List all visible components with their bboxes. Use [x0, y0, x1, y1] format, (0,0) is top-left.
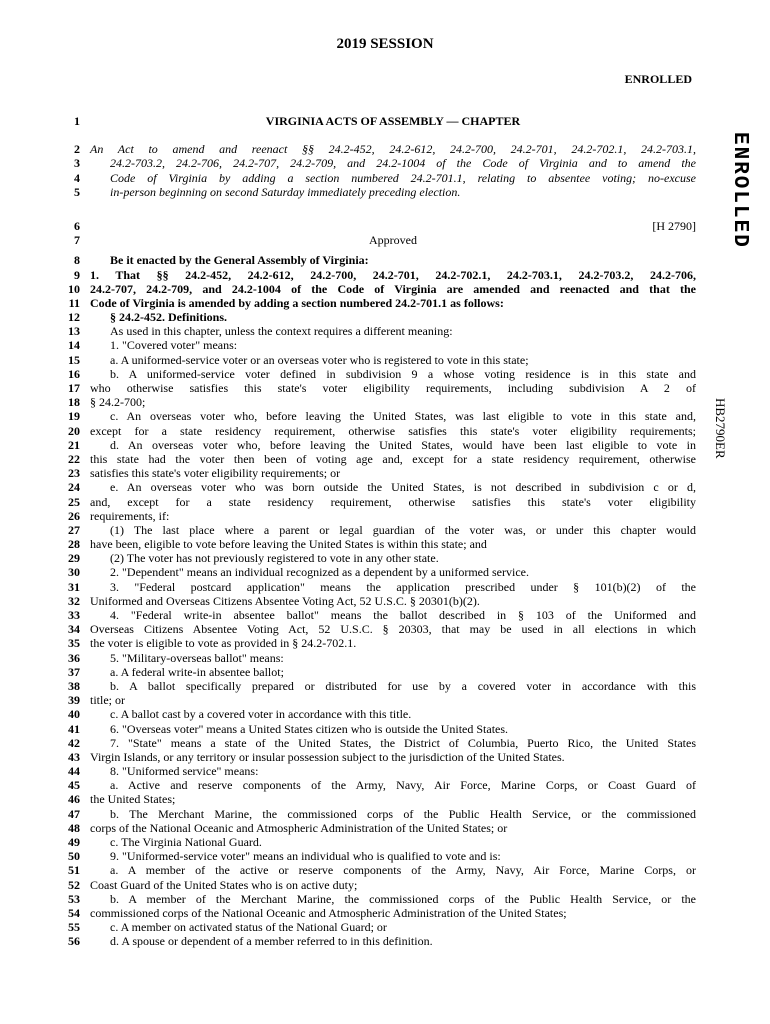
line-number: 35 [68, 636, 80, 651]
line-number: 21 [68, 437, 80, 452]
document-line [60, 764, 696, 778]
line-text: c. The Virginia National Guard. [110, 835, 262, 849]
line-text: c. An overseas voter who, before leaving the United States, was last eligible to vote in this state and, [110, 409, 696, 424]
line-text: Code of Virginia by adding a section numbered 24.2-701.1, relating to absentee voting; no-excuse [110, 170, 696, 185]
document-line [60, 353, 696, 367]
line-text: a. A member of the active or reserve components of the Army, Navy, Air Force, Marine Corps, or [110, 863, 696, 878]
document-line [60, 849, 696, 863]
document-line [60, 651, 696, 665]
line-number: 3 [74, 156, 80, 171]
document-line [60, 409, 696, 423]
line-text: 4. "Federal write-in absentee ballot" means the ballot described in § 103 of the Uniformed and [110, 608, 696, 622]
line-number: 31 [68, 579, 80, 594]
line-text: this state had the voter then been of voting age and, except for a state residency requirement, otherwise [90, 451, 696, 466]
line-text: Code of Virginia is amended by adding a section numbered 24.2-701.1 as follows: [90, 295, 504, 310]
line-number: 6 [74, 218, 80, 233]
line-number: 16 [68, 366, 80, 381]
document-line [60, 381, 696, 395]
line-text: (2) The voter has not previously registered to vote in any other state. [110, 551, 439, 566]
document-line [60, 171, 696, 185]
line-number: 14 [68, 338, 80, 353]
line-text: 9. "Uniformed-service voter" means an individual who is qualified to vote and is: [110, 849, 501, 864]
document-line [60, 185, 696, 199]
line-number: 32 [68, 593, 80, 608]
side-enrolled-label: ENROLLED [728, 132, 751, 249]
line-text: requirements, if: [90, 508, 170, 523]
document-line [60, 693, 696, 707]
line-number: 10 [68, 281, 80, 296]
line-text: 8. "Uniformed service" means: [110, 764, 259, 779]
line-text: 6. "Overseas voter" means a United States citizen who is outside the United States. [110, 721, 509, 736]
line-text: d. A spouse or dependent of a member referred to in this definition. [110, 934, 433, 949]
document-line [60, 338, 696, 352]
document-line [60, 537, 696, 551]
line-number: 12 [68, 310, 80, 325]
line-number: 11 [68, 295, 80, 310]
line-text: (1) The last place where a parent or legal guardian of the voter was, or under this chapter would [110, 522, 696, 537]
line-number: 7 [74, 233, 80, 248]
line-text: 1. That §§ 24.2-452, 24.2-612, 24.2-700, 24.2-701, 24.2-702.1, 24.2-703.1, 24.2-703.2, 24.2-706, [90, 267, 696, 282]
line-text: As used in this chapter, unless the context requires a different meaning: [110, 324, 453, 339]
enrolled-status: ENROLLED [624, 72, 692, 86]
document-line [60, 233, 696, 247]
line-number: 41 [68, 721, 80, 736]
line-number: 15 [68, 352, 80, 367]
document-body [60, 114, 696, 949]
line-text: 5. "Military-overseas ballot" means: [110, 650, 284, 665]
line-number: 29 [68, 551, 80, 566]
line-text: b. A uniformed-service voter defined in subdivision 9 a whose voting residence is in this state and [110, 366, 696, 381]
document-line [60, 920, 696, 934]
document-line [60, 480, 696, 494]
line-number: 48 [68, 820, 80, 835]
document-line [60, 636, 696, 650]
line-number: 19 [68, 409, 80, 424]
document-line [60, 509, 696, 523]
line-text: b. A member of the Merchant Marine, the commissioned corps of the Public Health Service, or the [110, 891, 696, 906]
line-number: 46 [68, 792, 80, 807]
line-number: 42 [68, 735, 80, 750]
line-number: 36 [68, 650, 80, 665]
line-number: 52 [68, 877, 80, 892]
document-line [60, 750, 696, 764]
line-text: b. The Merchant Marine, the commissioned corps of the Public Health Service, or the commissioned [110, 806, 696, 821]
line-text: a. A uniformed-service voter or an overseas voter who is registered to vote in this state; [110, 352, 529, 367]
document-line [60, 142, 696, 156]
document-line [60, 580, 696, 594]
line-text: [H 2790] [652, 218, 696, 233]
line-text: Approved [369, 233, 417, 248]
line-number: 34 [68, 622, 80, 637]
line-number: 24 [68, 480, 80, 495]
document-line [60, 821, 696, 835]
line-number: 38 [68, 678, 80, 693]
line-number: 18 [68, 395, 80, 410]
document-line [60, 268, 696, 282]
line-number: 45 [68, 778, 80, 793]
line-text: corps of the National Oceanic and Atmospheric Administration of the United States; or [90, 820, 508, 835]
line-text: 24.2-707, 24.2-709, and 24.2-1004 of the Code of Virginia are amended and reenacted and that the [90, 281, 696, 296]
line-text: An Act to amend and reenact §§ 24.2-452, 24.2-612, 24.2-700, 24.2-701, 24.2-702.1, 24.2-703.1, [90, 142, 696, 157]
document-line [60, 114, 696, 128]
document-line [60, 324, 696, 338]
document-line [60, 679, 696, 693]
line-text: and, except for a state residency requirement, otherwise satisfies this state's voter eligibility [90, 494, 696, 509]
line-number: 51 [68, 863, 80, 878]
side-bill-code: HB2790ER [713, 398, 728, 459]
line-text: who otherwise satisfies this state's voter eligibility requirements, including subdivision A 2 of [90, 381, 696, 395]
line-text: c. A member on activated status of the National Guard; or [110, 920, 387, 935]
line-text: § 24.2-452. Definitions. [110, 310, 227, 325]
line-text: Virgin Islands, or any territory or insular possession subject to the jurisdiction of the United States. [90, 749, 565, 764]
document-line [60, 310, 696, 324]
line-number: 26 [68, 508, 80, 523]
document-line [60, 551, 696, 565]
line-number: 49 [68, 835, 80, 849]
line-number: 55 [68, 920, 80, 935]
line-text: a. Active and reserve components of the Army, Navy, Air Force, Marine Corps, or Coast Guard of [110, 778, 696, 793]
line-text: the voter is eligible to vote as provided in § 24.2-702.1. [90, 636, 357, 651]
document-line [60, 622, 696, 636]
document-line [60, 156, 696, 170]
line-text: a. A federal write-in absentee ballot; [110, 664, 284, 679]
line-text: § 24.2-700; [90, 395, 146, 410]
document-line [60, 736, 696, 750]
line-text: 1. "Covered voter" means: [110, 338, 238, 353]
line-text: title; or [90, 693, 125, 708]
document-line [60, 722, 696, 736]
line-text: Be it enacted by the General Assembly of Virginia: [110, 253, 369, 268]
line-text: 7. "State" means a state of the United States, the District of Columbia, Puerto Rico, the United States [110, 735, 696, 750]
line-text: Uniformed and Overseas Citizens Absentee Voting Act, 52 U.S.C. § 20301(b)(2). [90, 593, 480, 608]
line-number: 22 [68, 451, 80, 466]
document-line [60, 219, 696, 233]
line-text: commissioned corps of the National Oceanic and Atmospheric Administration of the United States; [90, 905, 567, 920]
document-line [60, 608, 696, 622]
document-line [60, 863, 696, 877]
line-number: 5 [74, 184, 80, 199]
line-text: b. A ballot specifically prepared or distributed for use by a covered voter in accordance with this [110, 678, 696, 693]
line-number: 53 [68, 891, 80, 906]
line-text: e. An overseas voter who was born outside the United States, is not described in subdivision c or d, [110, 480, 696, 495]
document-line [60, 438, 696, 452]
line-number: 17 [68, 381, 80, 395]
line-number: 27 [68, 522, 80, 537]
document-line [60, 253, 696, 267]
line-number: 28 [68, 537, 80, 552]
line-number: 50 [68, 849, 80, 864]
document-line [60, 296, 696, 310]
line-number: 23 [68, 466, 80, 481]
document-line [60, 466, 696, 480]
line-number: 37 [68, 664, 80, 679]
line-number: 1 [74, 114, 80, 128]
document-line [60, 495, 696, 509]
document-line [60, 778, 696, 792]
document-line [60, 807, 696, 821]
line-number: 54 [68, 905, 80, 920]
document-line [60, 934, 696, 948]
line-text: 2. "Dependent" means an individual recognized as a dependent by a uniformed service. [110, 565, 529, 580]
line-text: satisfies this state's voter eligibility requirements; or [90, 466, 341, 481]
line-number: 9 [74, 267, 80, 282]
document-line [60, 594, 696, 608]
line-text: d. An overseas voter who, before leaving the United States, would have been last eligible to vote in [110, 437, 696, 452]
line-text: 24.2-703.2, 24.2-706, 24.2-707, 24.2-709, and 24.2-1004 of the Code of Virginia and to amend the [110, 156, 696, 171]
line-number: 33 [68, 608, 80, 622]
line-text: have been, eligible to vote before leaving the United States is within this state; and [90, 537, 487, 552]
line-number: 13 [68, 324, 80, 339]
document-line [60, 792, 696, 806]
document-line [60, 452, 696, 466]
line-number: 4 [74, 170, 80, 185]
document-line [60, 367, 696, 381]
line-number: 2 [74, 142, 80, 157]
document-line [60, 878, 696, 892]
document-line [60, 906, 696, 920]
line-number: 47 [68, 806, 80, 821]
line-number: 44 [68, 764, 80, 779]
line-number: 25 [68, 494, 80, 509]
document-line [60, 282, 696, 296]
document-line [60, 565, 696, 579]
line-number: 8 [74, 253, 80, 268]
document-line [60, 424, 696, 438]
line-number: 43 [68, 749, 80, 764]
line-text: VIRGINIA ACTS OF ASSEMBLY — CHAPTER [265, 114, 521, 128]
document-line [60, 395, 696, 409]
document-line [60, 892, 696, 906]
session-heading: 2019 SESSION [336, 36, 434, 52]
line-text: Coast Guard of the United States who is on active duty; [90, 877, 358, 892]
line-number: 20 [68, 423, 80, 438]
document-line [60, 665, 696, 679]
line-text: in-person beginning on second Saturday immediately preceding election. [110, 184, 461, 199]
line-number: 40 [68, 707, 80, 722]
line-text: c. A ballot cast by a covered voter in accordance with this title. [110, 707, 412, 722]
document-line [60, 835, 696, 849]
line-text: 3. "Federal postcard application" means the application prescribed under § 101(b)(2) of the [110, 579, 696, 594]
line-number: 39 [68, 693, 80, 708]
line-text: Overseas Citizens Absentee Voting Act, 52 U.S.C. § 20303, that may be used in all elections in which [90, 622, 696, 637]
line-text: except for a state residency requirement, otherwise satisfies this state's voter eligibility requirements; [90, 423, 696, 438]
document-line [60, 707, 696, 721]
line-text: the United States; [90, 792, 176, 807]
line-number: 30 [68, 565, 80, 580]
document-line [60, 523, 696, 537]
line-number: 56 [68, 934, 80, 949]
